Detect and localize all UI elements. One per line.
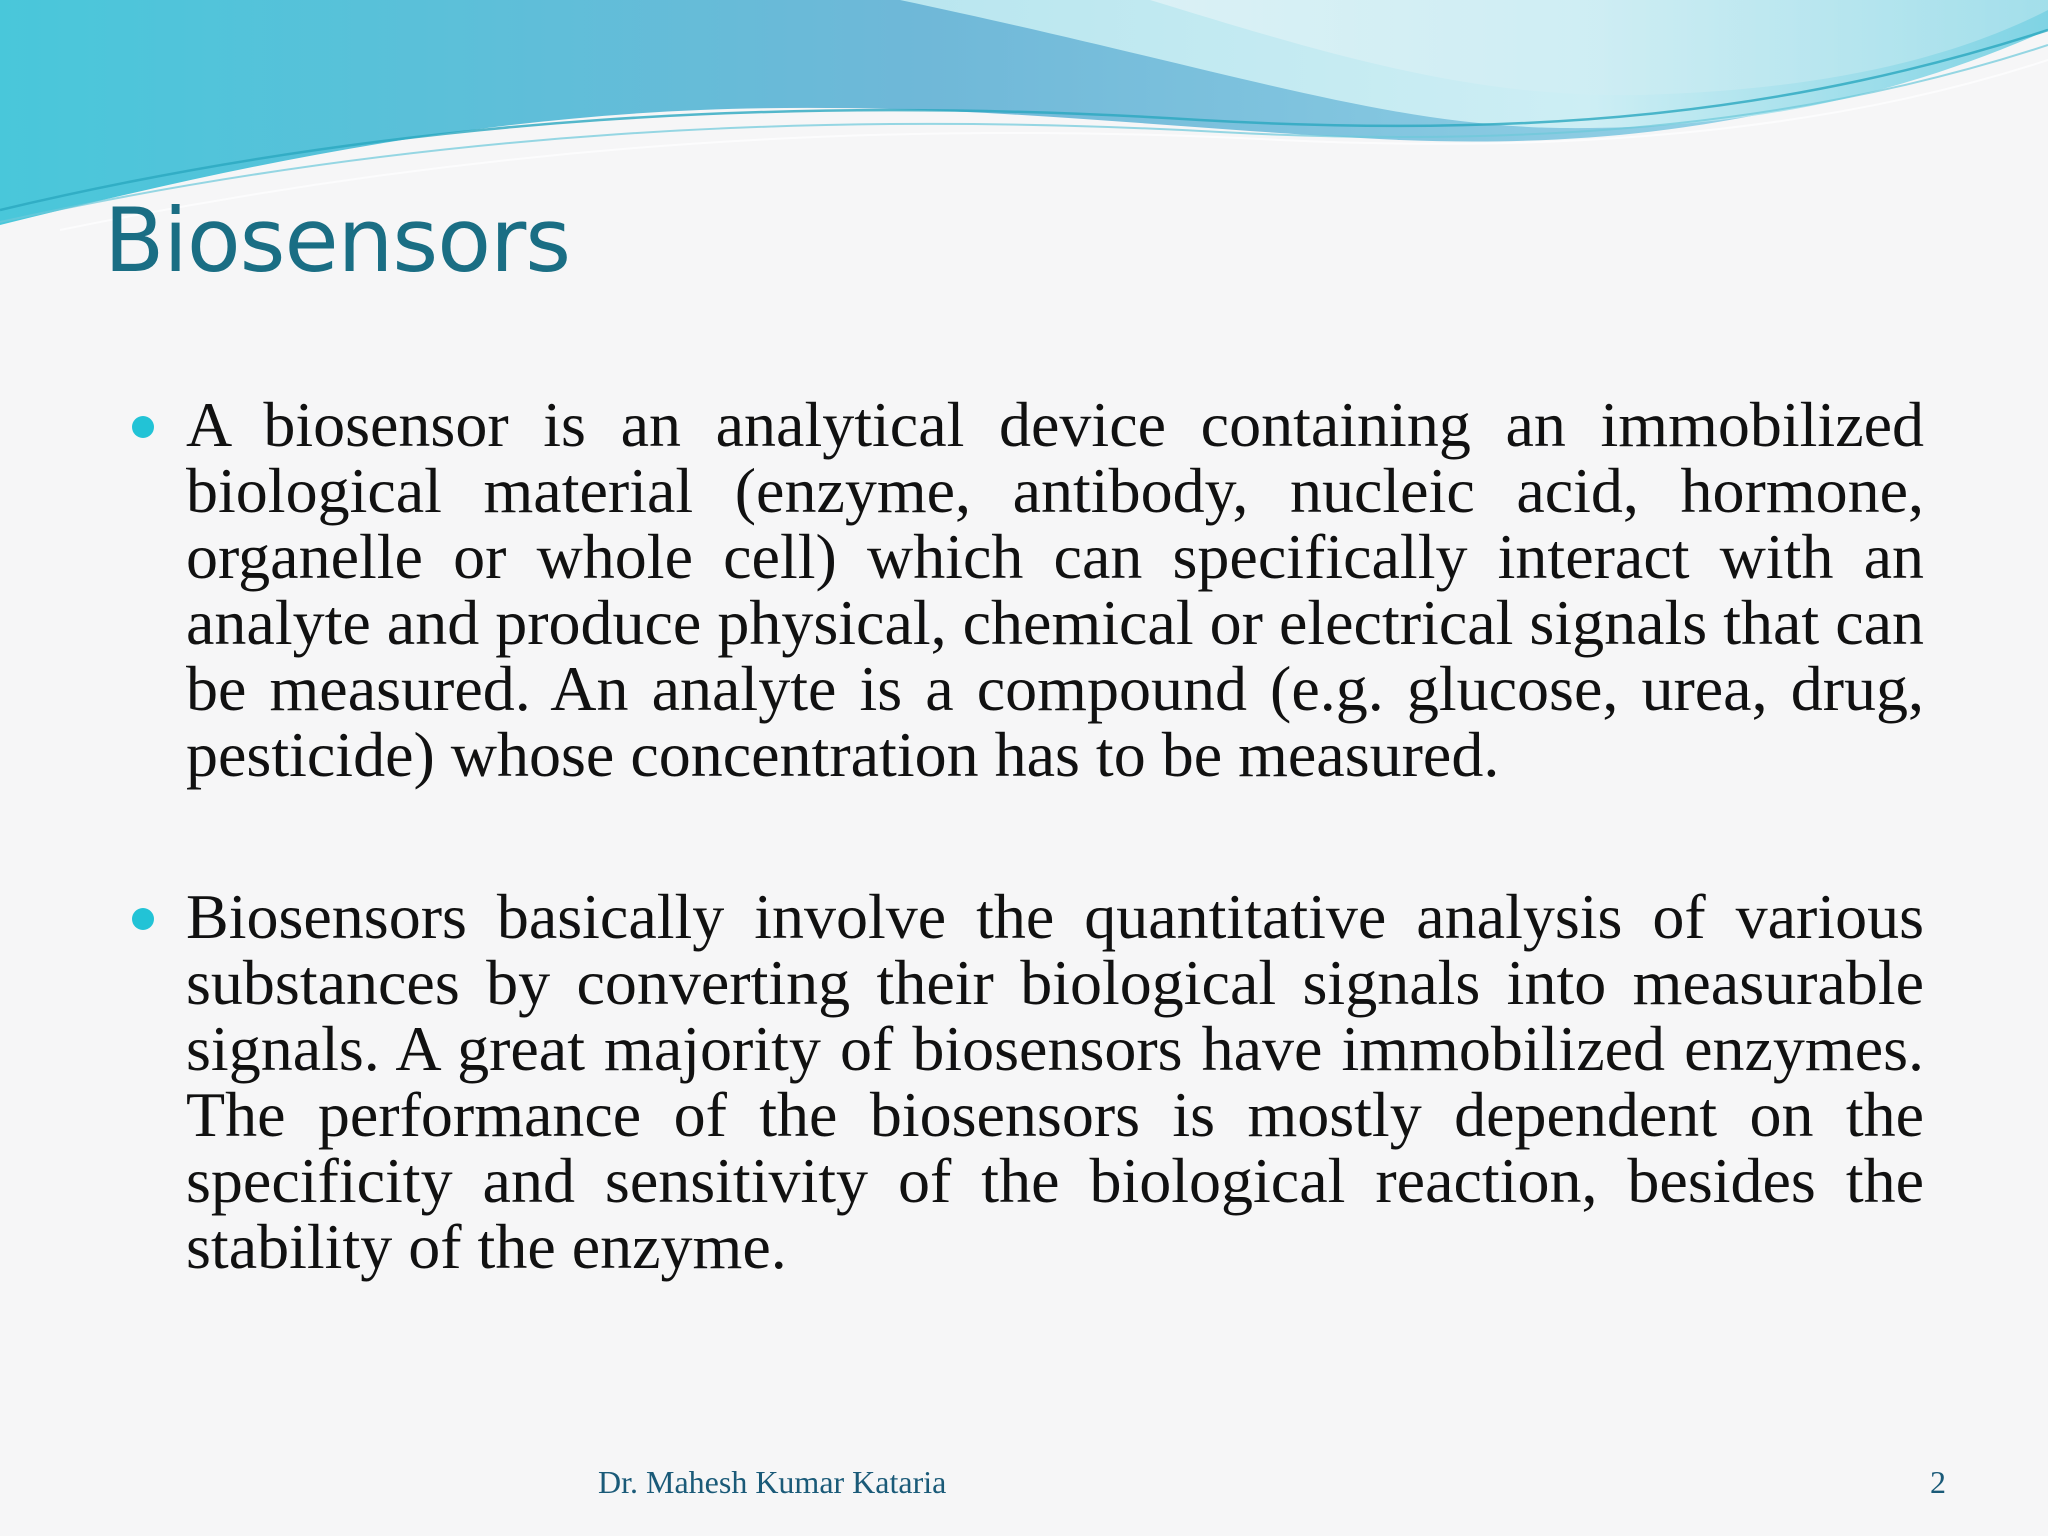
slide-title: Biosensors bbox=[104, 189, 571, 292]
footer-author: Dr. Mahesh Kumar Kataria bbox=[598, 1464, 947, 1500]
bullet-icon bbox=[132, 416, 154, 438]
bullet-list bbox=[128, 389, 1924, 1376]
bullet-text: Biosensors basically involve the quantitative analysis of various substances by converting their biological signals into measurable signals. A great majority of biosensors have immobilized enzymes. The performance of the biosensors is mostly dependent on the specificity and sensitivity of the biological reaction, besides the stability of the enzyme. bbox=[186, 881, 1924, 1282]
list-item bbox=[128, 881, 1924, 1282]
bullet-icon bbox=[132, 908, 154, 930]
page-number: 2 bbox=[1930, 1464, 1946, 1500]
bullet-text: A biosensor is an analytical device containing an immobilized biological material (enzyme, antibody, nucleic acid, hormone, organelle or whole cell) which can specifically interact with an analyte and produce physical, chemical or electrical signals that can be measured. An analyte is a compound (e.g. glucose, urea, drug, pesticide) whose concentration has to be measured. bbox=[186, 389, 1924, 790]
list-item bbox=[128, 389, 1924, 790]
